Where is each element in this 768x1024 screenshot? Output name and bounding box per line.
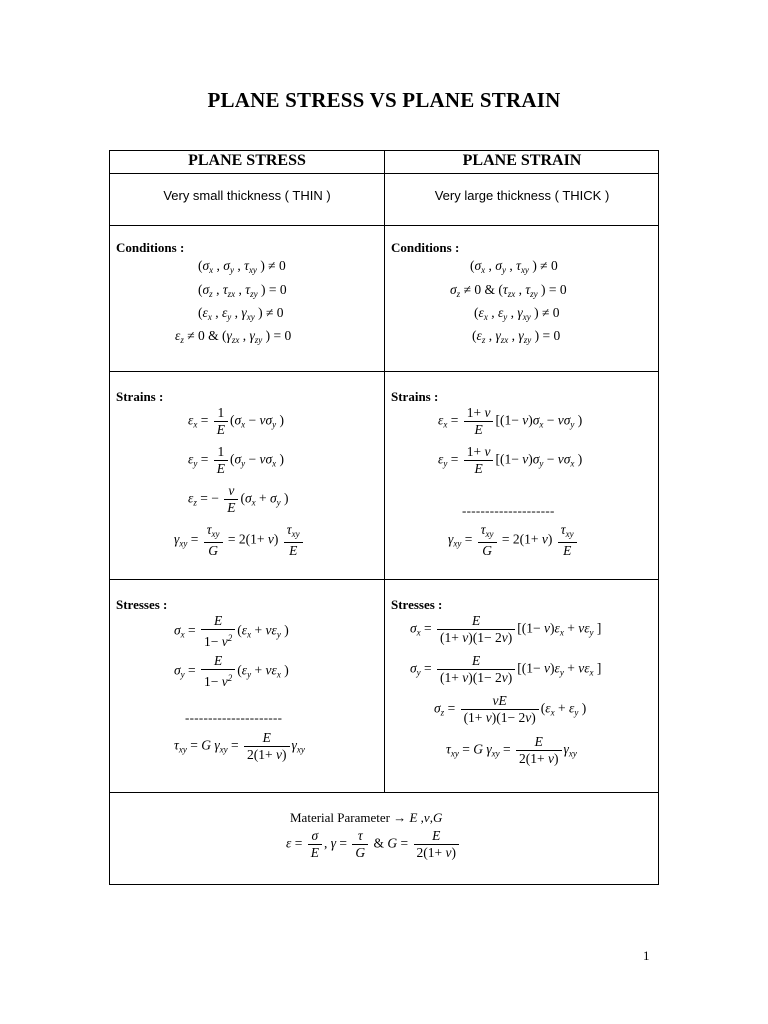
separator-line: -------------------- (462, 503, 555, 518)
header-plane-stress: PLANE STRESS (188, 152, 306, 169)
material-parameter: Material Parameter → E ,ν,G (290, 810, 443, 825)
stress-eq: $\sigma_x$ = $\frac{E}{(1+ \nu)(1- 2\nu)}$ [$(1- \nu)\varepsilon_x + \nu\varepsilon_y$ ] (410, 613, 602, 645)
column-divider (384, 151, 385, 792)
stress-eq: $\sigma_z$ = $\frac{\nu E}{(1+ \nu)(1- 2\nu)}$ ($\varepsilon_x + \varepsilon_y$ ) (434, 693, 587, 725)
condition-eq: $\varepsilon_z \ne 0$ & ($\gamma_{zx}$ , $\gamma_{zy}$ ) = 0 (175, 328, 292, 345)
condition-eq: ($\sigma_z$ , $\tau_{zx}$ , $\tau_{zy}$ ) = 0 (198, 282, 287, 299)
row-divider (110, 371, 658, 372)
row-divider (110, 173, 658, 174)
subtitle-thin: Very small thickness ( THIN ) (163, 188, 331, 203)
condition-eq: ($\sigma_x$ , $\sigma_y$ , $\tau_{xy}$ ) ≠ 0 (198, 258, 286, 275)
subtitle-thick: Very large thickness ( THICK ) (434, 188, 610, 203)
condition-eq: ($\varepsilon_x$ , $\varepsilon_y$ , $\gamma_{xy}$ ) ≠ 0 (474, 305, 560, 322)
row-divider (110, 225, 658, 226)
conditions-label-stress: Conditions : (116, 240, 185, 255)
strain-eq: $\varepsilon_y$ = $\frac{1}{E}$ ($\sigma_y - \nu\sigma_x$ ) (188, 444, 285, 476)
strain-eq: $\varepsilon_x$ = $\frac{1}{E}$ ($\sigma_x - \nu\sigma_y$ ) (188, 405, 285, 437)
stresses-label-stress: Stresses : (116, 597, 168, 612)
strains-label-strain: Strains : (391, 389, 439, 404)
strain-eq: $\gamma_{xy}$ = $\frac{\tau_{xy}}{G}$ = 2(1+ ν) $\frac{\tau_{xy}}{E}$ (448, 522, 579, 559)
stress-eq: $\tau_{xy} = G$ $\gamma_{xy}$ = $\frac{E}{2(1+ \nu)}$ $\gamma_{xy}$ (174, 730, 305, 762)
strains-label-stress: Strains : (116, 389, 164, 404)
row-divider (110, 579, 658, 580)
separator-line: --------------------- (185, 710, 283, 725)
header-plane-strain: PLANE STRAIN (462, 152, 582, 169)
page-title: PLANE STRESS VS PLANE STRAIN (207, 88, 561, 112)
row-divider (110, 792, 658, 793)
condition-eq: ($\varepsilon_z$ , $\gamma_{zx}$ , $\gamma_{zy}$ ) = 0 (472, 328, 561, 345)
condition-eq: $\sigma_z \ne 0$ & ($\tau_{zx}$ , $\tau_{zy}$ ) = 0 (450, 282, 567, 299)
stress-eq: $\sigma_x$ = $\frac{E}{1- \nu^2}$ ($\varepsilon_x + \nu\varepsilon_y$ ) (174, 613, 289, 649)
stress-eq: $\sigma_y$ = $\frac{E}{1- \nu^2}$ ($\varepsilon_y + \nu\varepsilon_x$ ) (174, 653, 289, 689)
material-label: Material Parameter (290, 810, 390, 825)
material-relations: ε = $\frac{\sigma}{E}$ , γ = $\frac{\tau}{G}$ & G = $\frac{E}{2(1+ \nu)}$ (286, 828, 461, 861)
comparison-table (109, 150, 659, 885)
strain-eq: $\varepsilon_x$ = $\frac{1+ \nu}{E}$ [$(1- \nu)\sigma_x - \nu\sigma_y$ ) (438, 405, 583, 437)
material-params: E ,ν,G (409, 810, 443, 825)
stress-eq: $\sigma_y$ = $\frac{E}{(1+ \nu)(1- 2\nu)}$ [$(1- \nu)\varepsilon_y + \nu\varepsilon_x$ ] (410, 653, 602, 685)
conditions-label-strain: Conditions : (391, 240, 460, 255)
strain-eq: $\varepsilon_y$ = $\frac{1+ \nu}{E}$ [$(1- \nu)\sigma_y - \nu\sigma_x$ ) (438, 444, 583, 476)
page-number: 1 (643, 948, 650, 963)
stresses-label-strain: Stresses : (391, 597, 443, 612)
strain-eq: $\varepsilon_z$ = − $\frac{\nu}{E}$ ($\sigma_x + \sigma_y$ ) (188, 483, 289, 515)
strain-eq: $\gamma_{xy}$ = $\frac{\tau_{xy}}{G}$ = 2(1+ ν) $\frac{\tau_{xy}}{E}$ (174, 522, 305, 559)
condition-eq: ($\varepsilon_x$ , $\varepsilon_y$ , $\gamma_{xy}$ ) ≠ 0 (198, 305, 284, 322)
condition-eq: ($\sigma_x$ , $\sigma_y$ , $\tau_{xy}$ ) ≠ 0 (470, 258, 558, 275)
stress-eq: $\tau_{xy} = G$ $\gamma_{xy}$ = $\frac{E}{2(1+ \nu)}$ $\gamma_{xy}$ (446, 734, 577, 766)
